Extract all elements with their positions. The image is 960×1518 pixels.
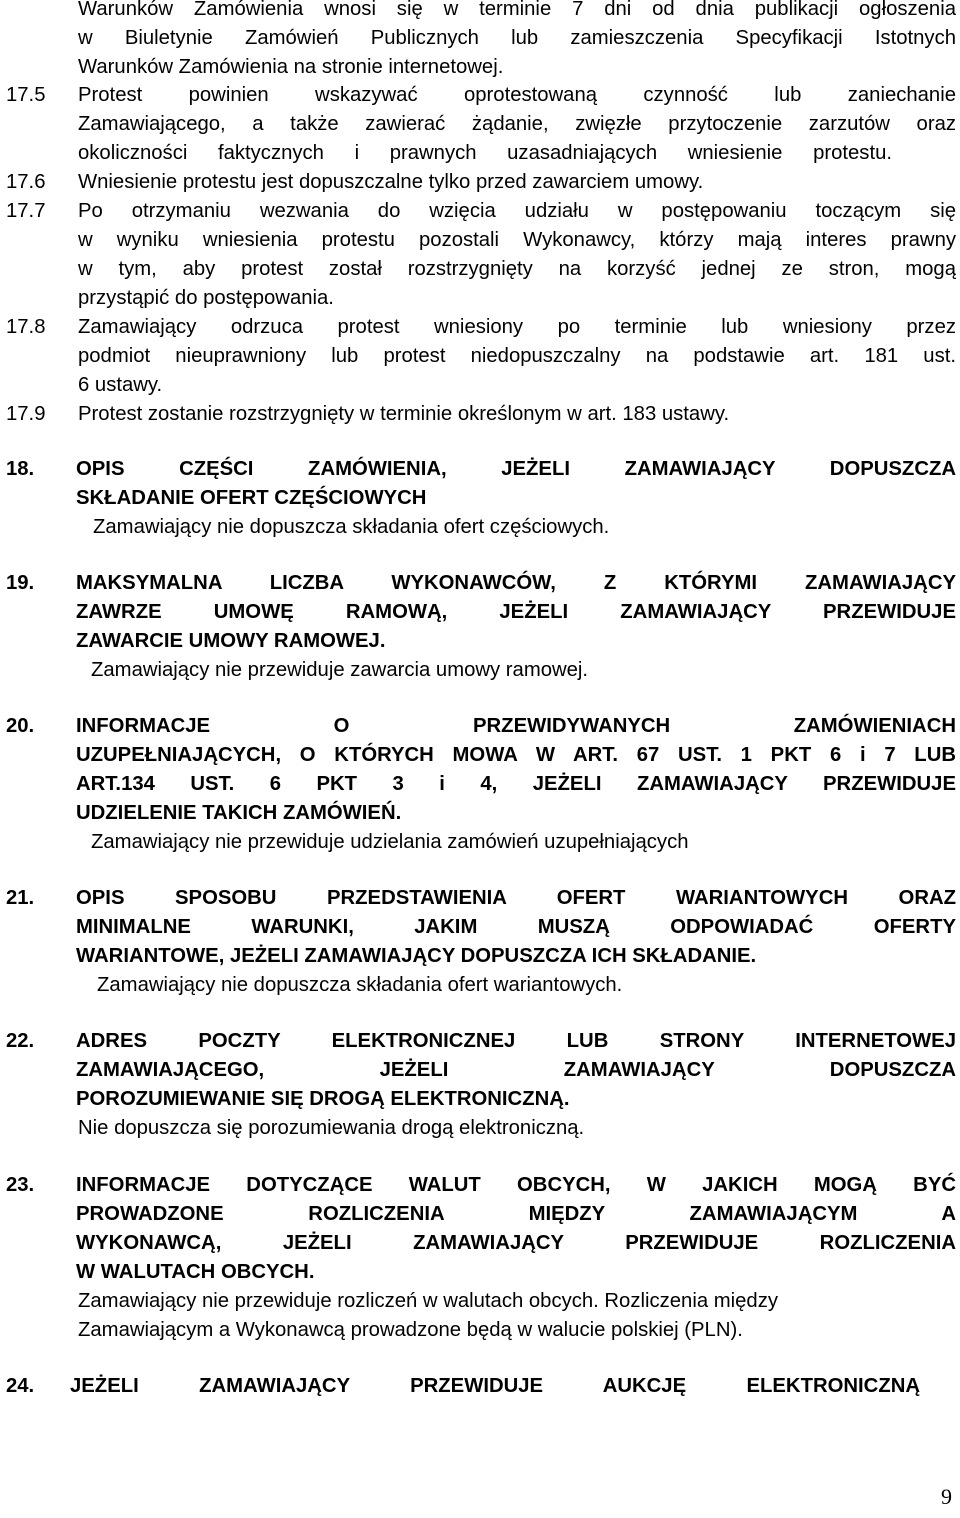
heading-line: MAKSYMALNA LICZBA WYKONAWCÓW, Z KTÓRYMI ZAMAWIAJĄCY	[76, 572, 956, 594]
heading-line: OPIS SPOSOBU PRZEDSTAWIENIA OFERT WARIANTOWYCH ORAZ	[76, 887, 956, 909]
item-number: 17.6	[6, 171, 46, 193]
item-17-8	[6, 313, 956, 400]
text-line: Zamawiający odrzuca protest wniesiony po terminie lub wniesiony przez	[78, 316, 956, 338]
heading-line: INFORMACJE O PRZEWIDYWANYCH ZAMÓWIENIACH	[76, 715, 956, 737]
section-heading	[76, 1027, 956, 1114]
section-heading	[76, 569, 956, 656]
heading-line: ZAMAWIAJĄCEGO, JEŻELI ZAMAWIAJĄCY DOPUSZCZA	[76, 1059, 956, 1081]
section-description	[78, 1287, 956, 1345]
heading-line: UZUPEŁNIAJĄCYCH, O KTÓRYCH MOWA W ART. 67 UST. 1 PKT 6 i 7 LUB	[76, 744, 956, 766]
section-18	[6, 455, 956, 542]
heading-line: JEŻELI ZAMAWIAJĄCY PRZEWIDUJE AUKCJĘ ELEKTRONICZNĄ	[70, 1375, 920, 1397]
heading-line: ZAWARCIE UMOWY RAMOWEJ.	[76, 630, 386, 652]
item-number: 17.8	[6, 316, 46, 338]
section-number: 19.	[6, 572, 35, 594]
item-17-9	[6, 400, 956, 429]
heading-line: ART.134 UST. 6 PKT 3 i 4, JEŻELI ZAMAWIAJĄCY PRZEWIDUJE	[76, 773, 956, 795]
section-23	[6, 1171, 956, 1345]
heading-line: OPIS CZĘŚCI ZAMÓWIENIA, JEŻELI ZAMAWIAJĄCY DOPUSZCZA	[76, 458, 956, 480]
item-number: 17.9	[6, 403, 46, 425]
intro-paragraph	[78, 0, 956, 82]
heading-line: MINIMALNE WARUNKI, JAKIM MUSZĄ ODPOWIADAĆ OFERTY	[76, 916, 956, 938]
section-22	[6, 1027, 956, 1143]
heading-line: ZAWRZE UMOWĘ RAMOWĄ, JEŻELI ZAMAWIAJĄCY PRZEWIDUJE	[76, 601, 956, 623]
text-line: Protest zostanie rozstrzygnięty w terminie określonym w art. 183 ustawy.	[78, 403, 730, 425]
section-heading	[76, 1171, 956, 1287]
item-17-5	[6, 81, 956, 168]
heading-line: PROWADZONE ROZLICZENIA MIĘDZY ZAMAWIAJĄCYM A	[76, 1203, 956, 1225]
section-24	[6, 1372, 956, 1401]
text-line: w wyniku wniesienia protestu pozostali Wykonawcy, którzy mają interes prawny	[78, 229, 956, 251]
item-number: 17.5	[6, 84, 46, 106]
section-description: Zamawiający nie przewiduje zawarcia umowy ramowej.	[91, 659, 589, 681]
heading-line: SKŁADANIE OFERT CZĘŚCIOWYCH	[76, 487, 427, 509]
section-19	[6, 569, 956, 685]
text-line: Wniesienie protestu jest dopuszczalne tylko przed zawarciem umowy.	[78, 171, 704, 193]
text-line: w tym, aby protest został rozstrzygnięty na korzyść jednej ze stron, mogą	[78, 258, 956, 280]
heading-line: UDZIELENIE TAKICH ZAMÓWIEŃ.	[76, 802, 402, 824]
section-heading	[70, 1372, 920, 1401]
text-line: Protest powinien wskazywać oprotestowaną czynność lub zaniechanie	[78, 84, 956, 106]
heading-line: WARIANTOWE, JEŻELI ZAMAWIAJĄCY DOPUSZCZA ICH SKŁADANIE.	[76, 945, 757, 967]
section-number: 22.	[6, 1030, 35, 1052]
text-line: Zamawiającym a Wykonawcą prowadzone będą w walucie polskiej (PLN).	[78, 1319, 743, 1341]
section-number: 21.	[6, 887, 35, 909]
section-description: Zamawiający nie dopuszcza składania ofert wariantowych.	[97, 974, 623, 996]
section-heading	[76, 455, 956, 513]
text-line: Warunków Zamówienia na stronie internetowej.	[78, 56, 504, 78]
heading-line: INFORMACJE DOTYCZĄCE WALUT OBCYCH, W JAKICH MOGĄ BYĆ	[76, 1174, 956, 1196]
item-17-6	[6, 168, 956, 197]
text-line: Zamawiającego, a także zawierać żądanie, zwięzłe przytoczenie zarzutów oraz	[78, 113, 956, 135]
item-number: 17.7	[6, 200, 46, 222]
text-line: okoliczności faktycznych i prawnych uzasadniających wniesienie protestu.	[78, 142, 892, 164]
heading-line: W WALUTACH OBCYCH.	[76, 1261, 315, 1283]
section-20	[6, 712, 956, 857]
text-line: Zamawiający nie przewiduje rozliczeń w walutach obcych. Rozliczenia między	[78, 1290, 778, 1312]
text-line: Warunków Zamówienia wnosi się w terminie 7 dni od dnia publikacji ogłoszenia	[78, 0, 956, 20]
section-heading	[76, 712, 956, 828]
text-line: w Biuletynie Zamówień Publicznych lub zamieszczenia Specyfikacji Istotnych	[78, 27, 956, 49]
heading-line: WYKONAWCĄ, JEŻELI ZAMAWIAJĄCY PRZEWIDUJE ROZLICZENIA	[76, 1232, 956, 1254]
text-line: przystąpić do postępowania.	[78, 287, 334, 309]
section-number: 18.	[6, 458, 35, 480]
section-description: Zamawiający nie dopuszcza składania ofert częściowych.	[93, 516, 610, 538]
heading-line: POROZUMIEWANIE SIĘ DROGĄ ELEKTRONICZNĄ.	[76, 1088, 570, 1110]
section-number: 20.	[6, 715, 35, 737]
heading-line: ADRES POCZTY ELEKTRONICZNEJ LUB STRONY INTERNETOWEJ	[76, 1030, 956, 1052]
section-heading	[76, 884, 956, 971]
item-17-7	[6, 197, 956, 313]
section-number: 24.	[6, 1375, 35, 1397]
text-line: 6 ustawy.	[78, 374, 163, 396]
section-number: 23.	[6, 1174, 35, 1196]
section-description: Zamawiający nie przewiduje udzielania zamówień uzupełniających	[91, 831, 689, 853]
page-number: 9	[941, 1484, 952, 1509]
text-line: Po otrzymaniu wezwania do wzięcia udziału w postępowaniu toczącym się	[78, 200, 956, 222]
section-description: Nie dopuszcza się porozumiewania drogą elektroniczną.	[78, 1117, 585, 1139]
text-line: podmiot nieuprawniony lub protest niedopuszczalny na podstawie art. 181 ust.	[78, 345, 956, 367]
section-21	[6, 884, 956, 1000]
